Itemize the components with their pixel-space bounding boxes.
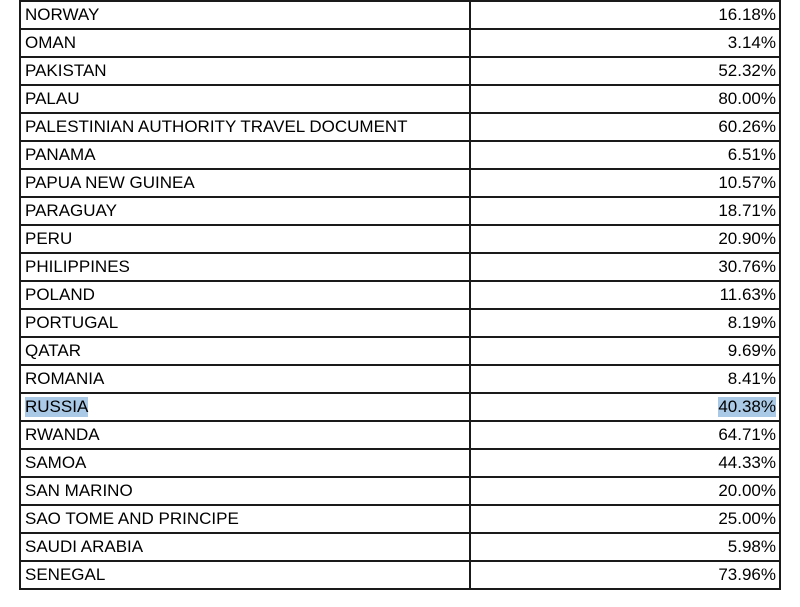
country-name: QATAR xyxy=(25,341,82,360)
percentage-value: 18.71% xyxy=(718,201,776,220)
country-cell[interactable] xyxy=(20,253,470,281)
percentage-cell[interactable] xyxy=(470,169,780,197)
country-cell[interactable] xyxy=(20,309,470,337)
table-row xyxy=(20,225,780,253)
percentage-cell[interactable] xyxy=(470,561,780,589)
country-cell[interactable] xyxy=(20,449,470,477)
percentage-cell[interactable] xyxy=(470,29,780,57)
country-name: SAMOA xyxy=(25,453,87,472)
percentage-value: 64.71% xyxy=(718,425,776,444)
percentage-cell[interactable] xyxy=(470,141,780,169)
table-row xyxy=(20,477,780,505)
percentage-value: 80.00% xyxy=(718,89,776,108)
percentage-value: 6.51% xyxy=(727,145,776,164)
percentage-cell[interactable] xyxy=(470,309,780,337)
percentage-cell[interactable] xyxy=(470,225,780,253)
country-cell[interactable] xyxy=(20,169,470,197)
country-cell[interactable] xyxy=(20,281,470,309)
percentage-cell[interactable] xyxy=(470,365,780,393)
table-row xyxy=(20,85,780,113)
percentage-cell[interactable] xyxy=(470,421,780,449)
country-name: SAO TOME AND PRINCIPE xyxy=(25,509,239,528)
country-name: PORTUGAL xyxy=(25,313,119,332)
percentage-value: 3.14% xyxy=(727,33,776,52)
table-row xyxy=(20,393,780,421)
percentage-value: 60.26% xyxy=(718,117,776,136)
percentage-cell[interactable] xyxy=(470,505,780,533)
percentage-value: 52.32% xyxy=(718,61,776,80)
table-row xyxy=(20,337,780,365)
country-name: POLAND xyxy=(25,285,95,304)
percentage-value: 9.69% xyxy=(727,341,776,360)
percentage-cell[interactable] xyxy=(470,85,780,113)
table-row xyxy=(20,365,780,393)
country-name: PALAU xyxy=(25,89,80,108)
percentage-cell[interactable] xyxy=(470,281,780,309)
percentage-cell[interactable] xyxy=(470,477,780,505)
percentage-cell[interactable] xyxy=(470,449,780,477)
table-row xyxy=(20,421,780,449)
country-name: PAKISTAN xyxy=(25,61,107,80)
country-name: PHILIPPINES xyxy=(25,257,130,276)
percentage-cell[interactable] xyxy=(470,57,780,85)
percentage-cell[interactable] xyxy=(470,1,780,29)
table-row xyxy=(20,281,780,309)
country-cell[interactable] xyxy=(20,141,470,169)
country-cell[interactable] xyxy=(20,533,470,561)
percentage-value: 30.76% xyxy=(718,257,776,276)
country-name-selected: RUSSIA xyxy=(25,397,89,416)
country-name: PAPUA NEW GUINEA xyxy=(25,173,195,192)
percentage-value: 20.90% xyxy=(718,229,776,248)
country-percentage-table xyxy=(19,0,781,590)
country-cell[interactable] xyxy=(20,477,470,505)
country-name: PANAMA xyxy=(25,145,96,164)
table-row xyxy=(20,449,780,477)
percentage-cell[interactable] xyxy=(470,533,780,561)
table-row xyxy=(20,29,780,57)
percentage-cell[interactable] xyxy=(470,393,780,421)
table-row xyxy=(20,309,780,337)
table-row xyxy=(20,169,780,197)
country-cell[interactable] xyxy=(20,197,470,225)
country-cell[interactable] xyxy=(20,57,470,85)
country-name: NORWAY xyxy=(25,5,100,24)
percentage-value: 44.33% xyxy=(718,453,776,472)
table-row xyxy=(20,57,780,85)
percentage-cell[interactable] xyxy=(470,253,780,281)
country-name: SAUDI ARABIA xyxy=(25,537,144,556)
country-name: SENEGAL xyxy=(25,565,106,584)
percentage-cell[interactable] xyxy=(470,113,780,141)
percentage-value: 25.00% xyxy=(718,509,776,528)
percentage-value: 20.00% xyxy=(718,481,776,500)
table-row xyxy=(20,141,780,169)
country-cell[interactable] xyxy=(20,113,470,141)
country-cell[interactable] xyxy=(20,561,470,589)
country-cell[interactable] xyxy=(20,225,470,253)
table-row xyxy=(20,561,780,589)
table-row xyxy=(20,113,780,141)
table-row xyxy=(20,1,780,29)
percentage-cell[interactable] xyxy=(470,197,780,225)
country-name: ROMANIA xyxy=(25,369,105,388)
country-cell[interactable] xyxy=(20,337,470,365)
table-body xyxy=(20,1,780,589)
country-name: PALESTINIAN AUTHORITY TRAVEL DOCUMENT xyxy=(25,117,408,136)
percentage-value: 73.96% xyxy=(718,565,776,584)
country-name: SAN MARINO xyxy=(25,481,133,500)
percentage-value: 10.57% xyxy=(718,173,776,192)
country-cell[interactable] xyxy=(20,1,470,29)
percentage-value: 11.63% xyxy=(719,285,776,304)
percentage-value: 5.98% xyxy=(727,537,776,556)
spreadsheet-table-region xyxy=(19,0,779,590)
table-row xyxy=(20,253,780,281)
percentage-value-selected: 40.38% xyxy=(718,397,776,416)
country-cell[interactable] xyxy=(20,85,470,113)
table-row xyxy=(20,197,780,225)
country-name: RWANDA xyxy=(25,425,100,444)
country-name: PERU xyxy=(25,229,73,248)
country-cell[interactable] xyxy=(20,365,470,393)
country-name: PARAGUAY xyxy=(25,201,117,220)
table-row xyxy=(20,533,780,561)
country-cell[interactable] xyxy=(20,393,470,421)
country-cell[interactable] xyxy=(20,29,470,57)
country-cell[interactable] xyxy=(20,505,470,533)
percentage-value: 8.41% xyxy=(727,369,776,388)
country-name: OMAN xyxy=(25,33,76,52)
percentage-cell[interactable] xyxy=(470,337,780,365)
percentage-value: 8.19% xyxy=(727,313,776,332)
percentage-value: 16.18% xyxy=(718,5,776,24)
country-cell[interactable] xyxy=(20,421,470,449)
table-row xyxy=(20,505,780,533)
